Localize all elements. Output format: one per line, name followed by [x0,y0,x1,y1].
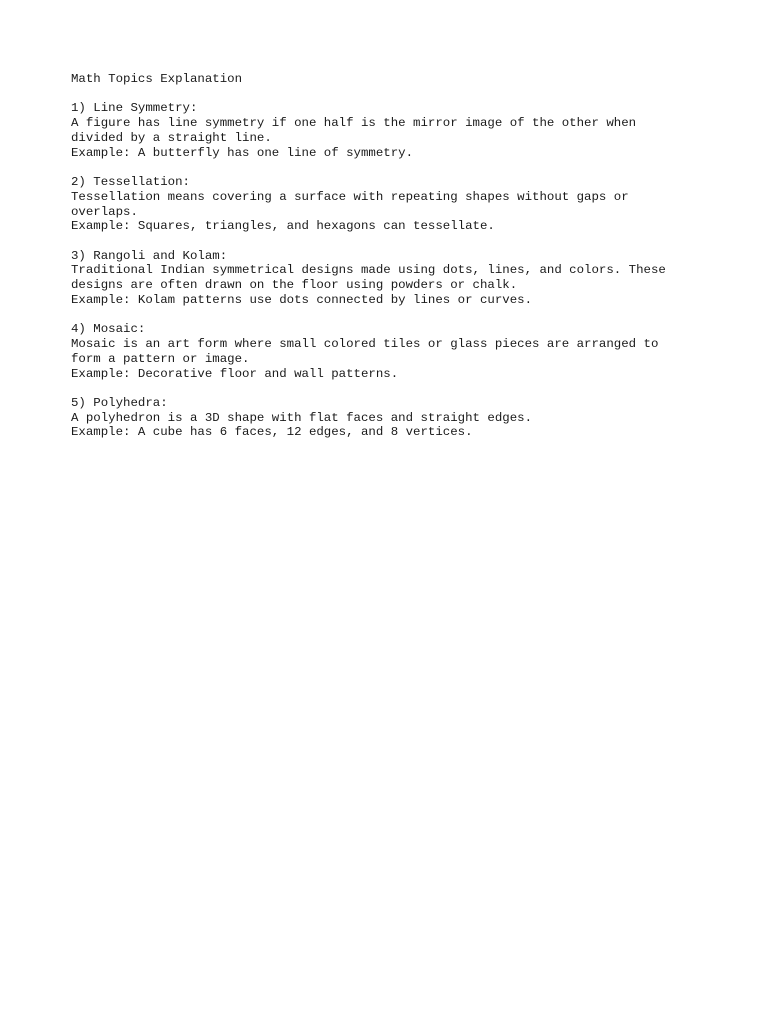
section-example: Example: Decorative floor and wall patterns. [71,366,399,381]
document-title: Math Topics Explanation [71,72,243,86]
section-heading: 1) Line Symmetry: [71,101,198,116]
section-text: overlaps. [71,204,138,219]
section-text: Tessellation means covering a surface with repeating shapes without gaps or [71,189,629,204]
section-text: designs are often drawn on the floor using powders or chalk. [71,278,518,293]
section-tessellation [71,175,711,234]
section-text: divided by a straight line. [71,130,272,145]
section-example: Example: A butterfly has one line of symmetry. [71,145,414,160]
section-example: Example: A cube has 6 faces, 12 edges, and 8 vertices. [71,425,473,440]
section-example: Example: Kolam patterns use dots connected by lines or curves. [71,292,533,307]
section-mosaic [71,322,711,381]
section-text: A polyhedron is a 3D shape with flat faces and straight edges. [71,410,533,425]
section-text: Traditional Indian symmetrical designs made using dots, lines, and colors. These [71,263,666,278]
section-rangoli-kolam [71,249,711,308]
section-line-symmetry [71,101,711,160]
section-text: Mosaic is an art form where small colored tiles or glass pieces are arranged to [71,336,659,351]
section-heading: 3) Rangoli and Kolam: [71,248,228,263]
section-text: form a pattern or image. [71,351,250,366]
section-heading: 2) Tessellation: [71,174,190,189]
section-text: A figure has line symmetry if one half is the mirror image of the other when [71,116,637,131]
section-heading: 4) Mosaic: [71,322,146,337]
document-body [71,72,711,454]
section-polyhedra [71,396,711,440]
section-example: Example: Squares, triangles, and hexagons can tessellate. [71,219,495,234]
section-heading: 5) Polyhedra: [71,395,168,410]
